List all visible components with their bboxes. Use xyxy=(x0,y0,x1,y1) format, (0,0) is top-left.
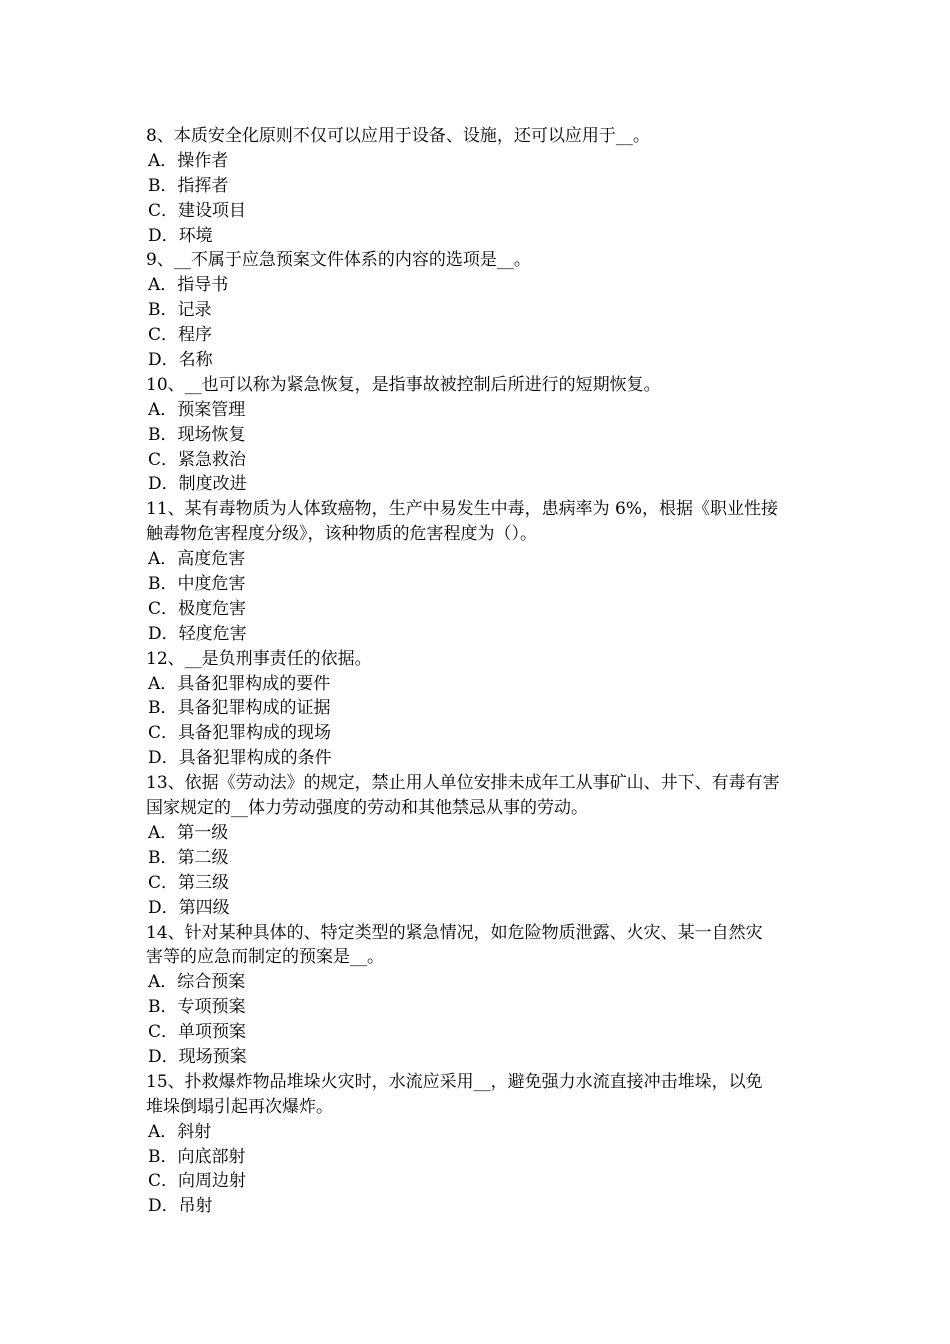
question-text: 15、扑救爆炸物品堆垛火灾时，水流应采用__，避免强力水流直接冲击堆垛，以免 xyxy=(146,1071,763,1092)
question-text: 国家规定的__体力劳动强度的劳动和其他禁忌从事的劳动。 xyxy=(146,798,588,819)
answer-option: C．具备犯罪构成的现场 xyxy=(148,723,332,744)
answer-option: A．第一级 xyxy=(148,822,229,843)
answer-option: A．综合预案 xyxy=(148,972,246,993)
answer-option: B．第二级 xyxy=(148,847,229,868)
answer-option: B．记录 xyxy=(148,300,212,321)
answer-option: D．具备犯罪构成的条件 xyxy=(148,748,332,769)
answer-option: A．高度危害 xyxy=(148,549,246,570)
answer-option: C．极度危害 xyxy=(148,598,247,619)
question-block xyxy=(146,1070,811,1219)
question-text: 12、__是负刑事责任的依据。 xyxy=(146,648,372,669)
answer-option: A．操作者 xyxy=(148,150,229,171)
question-text: 8、本质安全化原则不仅可以应用于设备、设施，还可以应用于__。 xyxy=(146,126,650,146)
answer-option: D．第四级 xyxy=(148,897,230,918)
question-block xyxy=(146,921,811,1070)
answer-option: D．名称 xyxy=(148,350,213,371)
question-block xyxy=(146,771,811,920)
answer-option: A．具备犯罪构成的要件 xyxy=(148,673,331,694)
answer-option: D．现场预案 xyxy=(148,1046,247,1067)
answer-option: D．轻度危害 xyxy=(148,623,247,644)
answer-option: C．紧急救治 xyxy=(148,449,247,470)
question-text: 11、某有毒物质为人体致癌物，生产中易发生中毒，患病率为 6%，根据《职业性接 xyxy=(146,499,779,520)
question-text: 10、__也可以称为紧急恢复，是指事故被控制后所进行的短期恢复。 xyxy=(146,374,661,395)
answer-option: B．现场恢复 xyxy=(148,424,246,445)
question-block xyxy=(146,647,811,771)
question-block xyxy=(146,497,811,646)
question-text: 触毒物危害程度分级》，该种物质的危害程度为（）。 xyxy=(146,524,537,545)
answer-option: B．指挥者 xyxy=(148,175,229,196)
answer-option: B．具备犯罪构成的证据 xyxy=(148,698,331,719)
answer-option: D．吊射 xyxy=(148,1196,213,1217)
answer-option: A．指导书 xyxy=(148,275,229,296)
answer-option: D．环境 xyxy=(148,225,213,246)
answer-option: C．程序 xyxy=(148,325,213,346)
document-body xyxy=(146,124,811,1219)
answer-option: C．向周边射 xyxy=(148,1171,247,1192)
question-text: 14、针对某种具体的、特定类型的紧急情况，如危险物质泄露、火灾、某一自然灾 xyxy=(146,922,763,943)
question-text: 堆垛倒塌引起再次爆炸。 xyxy=(146,1096,333,1117)
question-text: 9、__不属于应急预案文件体系的内容的选项是__。 xyxy=(146,250,531,271)
question-text: 害等的应急而制定的预案是__。 xyxy=(146,947,384,968)
question-text: 13、依据《劳动法》的规定，禁止用人单位安排未成年工从事矿山、井下、有毒有害 xyxy=(146,773,780,794)
answer-option: B．向底部射 xyxy=(148,1146,246,1167)
question-block xyxy=(146,124,811,248)
answer-option: A．斜射 xyxy=(148,1121,212,1142)
answer-option: B．中度危害 xyxy=(148,574,246,595)
answer-option: D．制度改进 xyxy=(148,474,247,495)
answer-option: C．建设项目 xyxy=(148,200,247,221)
answer-option: C．单项预案 xyxy=(148,1022,247,1043)
answer-option: B．专项预案 xyxy=(148,997,246,1018)
question-block xyxy=(146,373,811,497)
answer-option: C．第三级 xyxy=(148,872,230,893)
question-block xyxy=(146,248,811,372)
answer-option: A．预案管理 xyxy=(148,399,246,420)
